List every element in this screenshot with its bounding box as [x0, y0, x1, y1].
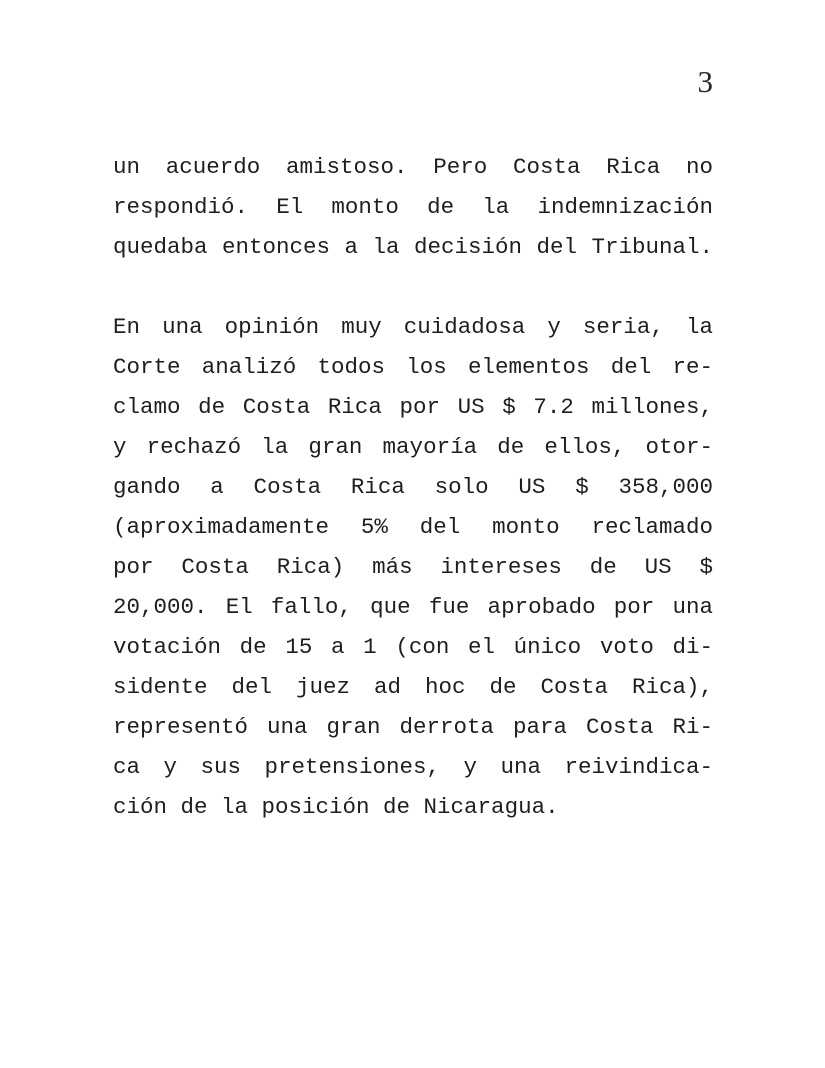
page-number: 3: [697, 64, 713, 99]
text-line: por Costa Rica) más intereses de US $: [113, 554, 713, 580]
text-line: respondió. El monto de la indemnización: [113, 194, 713, 220]
text-line: ca y sus pretensiones, y una reivindica-: [113, 754, 713, 780]
text-line: ción de la posición de Nicaragua.: [113, 794, 559, 820]
text-line: un acuerdo amistoso. Pero Costa Rica no: [113, 154, 713, 180]
text-line: sidente del juez ad hoc de Costa Rica),: [113, 674, 713, 700]
text-line: gando a Costa Rica solo US $ 358,000: [113, 474, 713, 500]
text-line: representó una gran derrota para Costa Ri-: [113, 714, 713, 740]
text-line: (aproximadamente 5% del monto reclamado: [113, 514, 713, 540]
paragraph-2: [113, 307, 713, 827]
text-line: clamo de Costa Rica por US $ 7.2 millones,: [113, 394, 713, 420]
text-line: Corte analizó todos los elementos del re-: [113, 354, 713, 380]
paragraph-1: [113, 147, 713, 267]
text-line: quedaba entonces a la decisión del Tribunal.: [113, 234, 713, 260]
text-line: 20,000. El fallo, que fue aprobado por una: [113, 594, 713, 620]
text-line: votación de 15 a 1 (con el único voto di-: [113, 634, 713, 660]
text-block: [113, 147, 713, 867]
text-line: y rechazó la gran mayoría de ellos, otor-: [113, 434, 713, 460]
text-line: En una opinión muy cuidadosa y seria, la: [113, 314, 713, 340]
